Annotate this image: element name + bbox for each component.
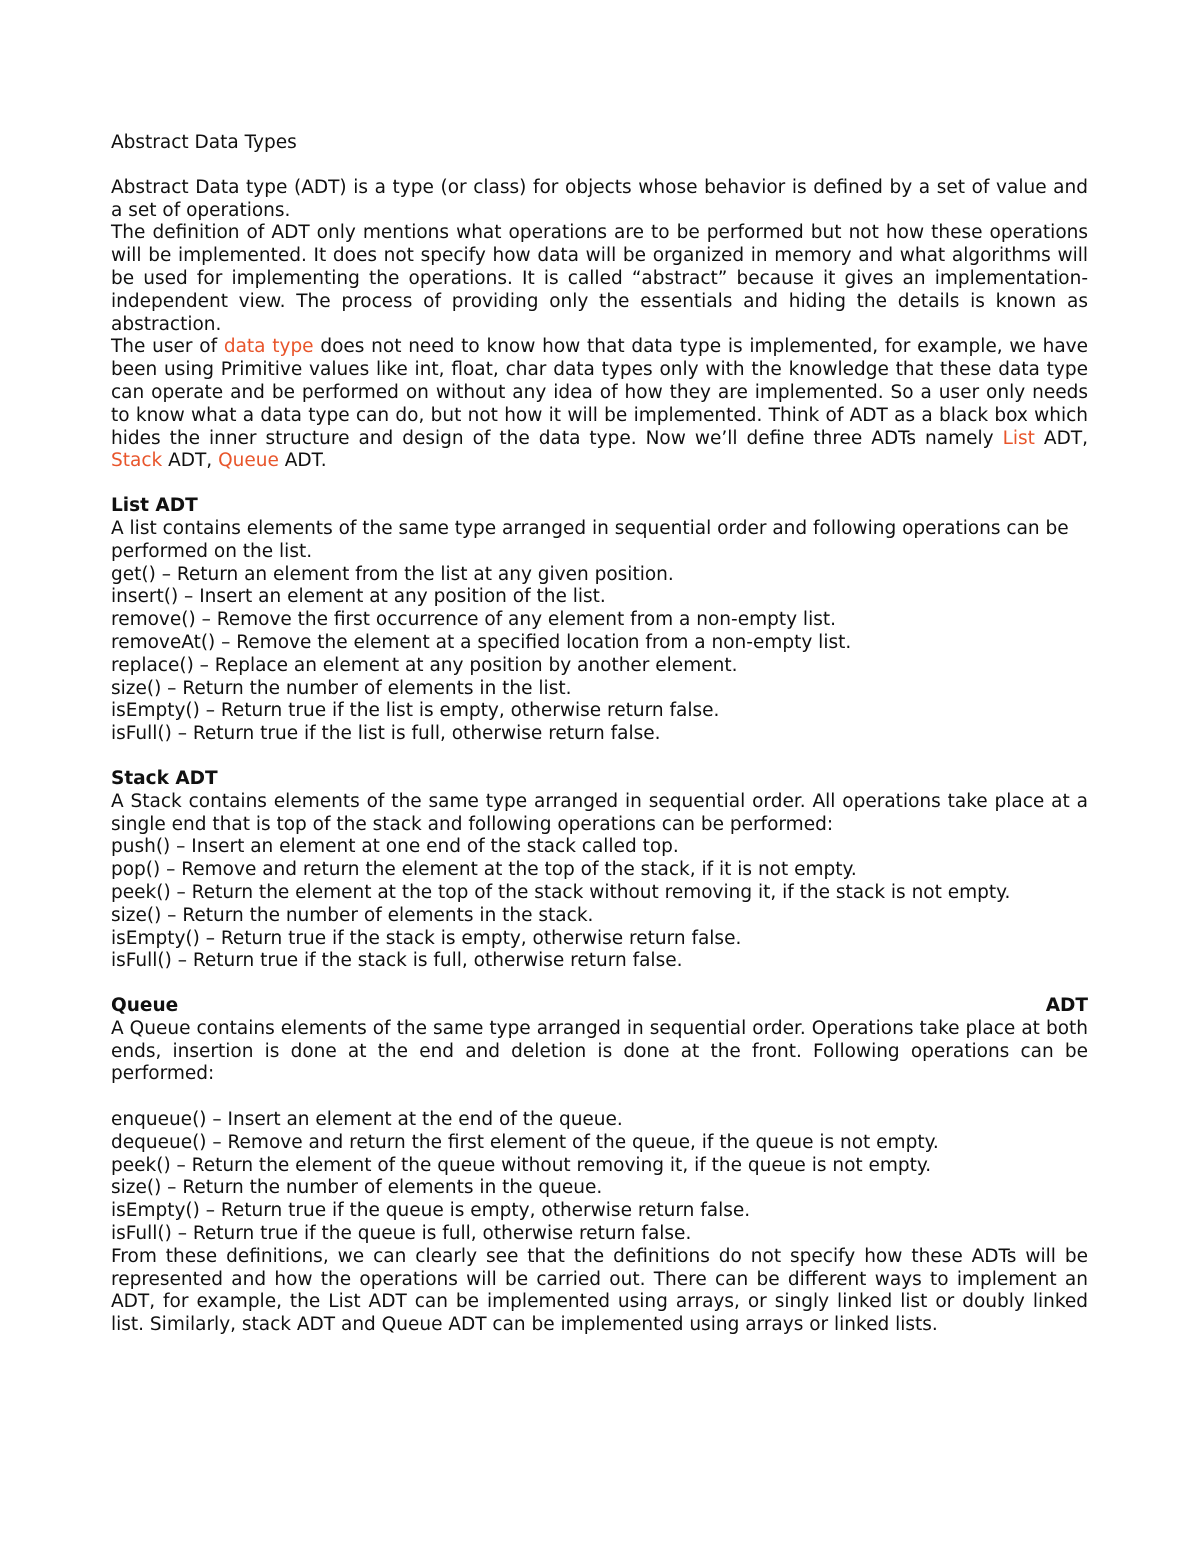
list-item: dequeue() – Remove and return the first element of the queue, if the queue is not empty.: [111, 1131, 939, 1153]
list-item: push() – Insert an element at one end of the stack called top.: [111, 836, 679, 858]
intro-text-b: does not need to know how that data type is implemented, for example, we have been using Primitive values like int, float, char data types only with the knowledge that these data type can operate and be performed on without any idea of how they are implemented. So a user only needs to know what a data type can do, but not how it will be implemented. Think of ADT as a black box which hides the inner structure and design of the data type. Now we’ll define three ADTs namely: [111, 336, 1088, 449]
list-adt-operations: [111, 564, 1088, 746]
intro-text-a: The user of: [111, 336, 224, 358]
document-title: Abstract Data Types: [111, 132, 297, 153]
intro-paragraph-1: Abstract Data type (ADT) is a type (or class) for objects whose behavior is defined by a set of value and a set of operations.: [111, 176, 1088, 221]
stack-link[interactable]: Stack: [111, 450, 163, 472]
intro-sep-1: ADT,: [1034, 427, 1089, 449]
list-item: replace() – Replace an element at any position by another element.: [111, 654, 738, 676]
list-item: remove() – Remove the first occurrence of any element from a non-empty list.: [111, 609, 836, 631]
document-page: [111, 132, 1088, 1337]
list-item: isFull() – Return true if the queue is full, otherwise return false.: [111, 1223, 692, 1245]
queue-adt-operations: [111, 1109, 1088, 1246]
list-item: size() – Return the number of elements in the list.: [111, 677, 572, 699]
stack-adt-description: A Stack contains elements of the same type arranged in sequential order. All operations take place at a single end that is top of the stack and following operations can be performed:: [111, 790, 1088, 835]
list-item: isEmpty() – Return true if the queue is empty, otherwise return false.: [111, 1200, 751, 1222]
list-link[interactable]: List: [1002, 427, 1035, 449]
list-item: enqueue() – Insert an element at the end of the queue.: [111, 1109, 623, 1131]
spacer: [111, 1086, 1088, 1109]
list-item: insert() – Insert an element at any position of the list.: [111, 586, 606, 608]
list-item: isFull() – Return true if the stack is full, otherwise return false.: [111, 950, 683, 972]
conclusion-paragraph: From these definitions, we can clearly see that the definitions do not specify how these ADTs will be represented and how the operations will be carried out. There can be different ways to implement an ADT, for example, the List ADT can be implemented using arrays, or singly linked list or doubly linked list. Similarly, stack ADT and Queue ADT can be implemented using arrays or linked lists.: [111, 1245, 1088, 1336]
list-item: pop() – Remove and return the element at the top of the stack, if it is not empty.: [111, 859, 857, 881]
list-item: removeAt() – Remove the element at a specified location from a non-empty list.: [111, 631, 852, 653]
queue-adt-heading: [111, 995, 1088, 1018]
queue-link[interactable]: Queue: [218, 450, 279, 472]
list-item: peek() – Return the element of the queue without removing it, if the queue is not empty.: [111, 1154, 932, 1176]
list-item: isEmpty() – Return true if the list is empty, otherwise return false.: [111, 700, 720, 722]
list-adt-description: A list contains elements of the same type arranged in sequential order and following operations can be performed on the list.: [111, 517, 1069, 562]
intro-end: ADT.: [278, 450, 327, 472]
list-item: isFull() – Return true if the list is full, otherwise return false.: [111, 723, 661, 745]
stack-adt-operations: [111, 836, 1088, 973]
list-item: isEmpty() – Return true if the stack is empty, otherwise return false.: [111, 927, 742, 949]
queue-heading-left: Queue: [111, 995, 179, 1017]
intro-paragraph-2: The definition of ADT only mentions what operations are to be performed but not how these operations will be implemented. It does not specify how data will be organized in memory and what algorithms will be used for implementing the operations. It is called “abstract” because it gives an implementation-independent view. The process of providing only the essentials and hiding the details is known as abstraction.: [111, 222, 1088, 335]
list-item: peek() – Return the element at the top of the stack without removing it, if the stack is not empty.: [111, 881, 1011, 903]
list-item: size() – Return the number of elements in the queue.: [111, 1177, 603, 1199]
intro-sep-2: ADT,: [162, 450, 219, 472]
list-adt-heading: List ADT: [111, 495, 198, 517]
list-item: get() – Return an element from the list at any given position.: [111, 563, 674, 585]
queue-heading-right: ADT: [1045, 995, 1088, 1017]
intro-paragraph-3: [111, 336, 1088, 473]
list-item: size() – Return the number of elements in the stack.: [111, 904, 594, 926]
data-type-link[interactable]: data type: [223, 336, 314, 358]
stack-adt-heading: Stack ADT: [111, 767, 218, 789]
queue-adt-description: A Queue contains elements of the same type arranged in sequential order. Operations take place at both ends, insertion is done at the end and deletion is done at the front. Following operations can be performed:: [111, 1017, 1088, 1085]
